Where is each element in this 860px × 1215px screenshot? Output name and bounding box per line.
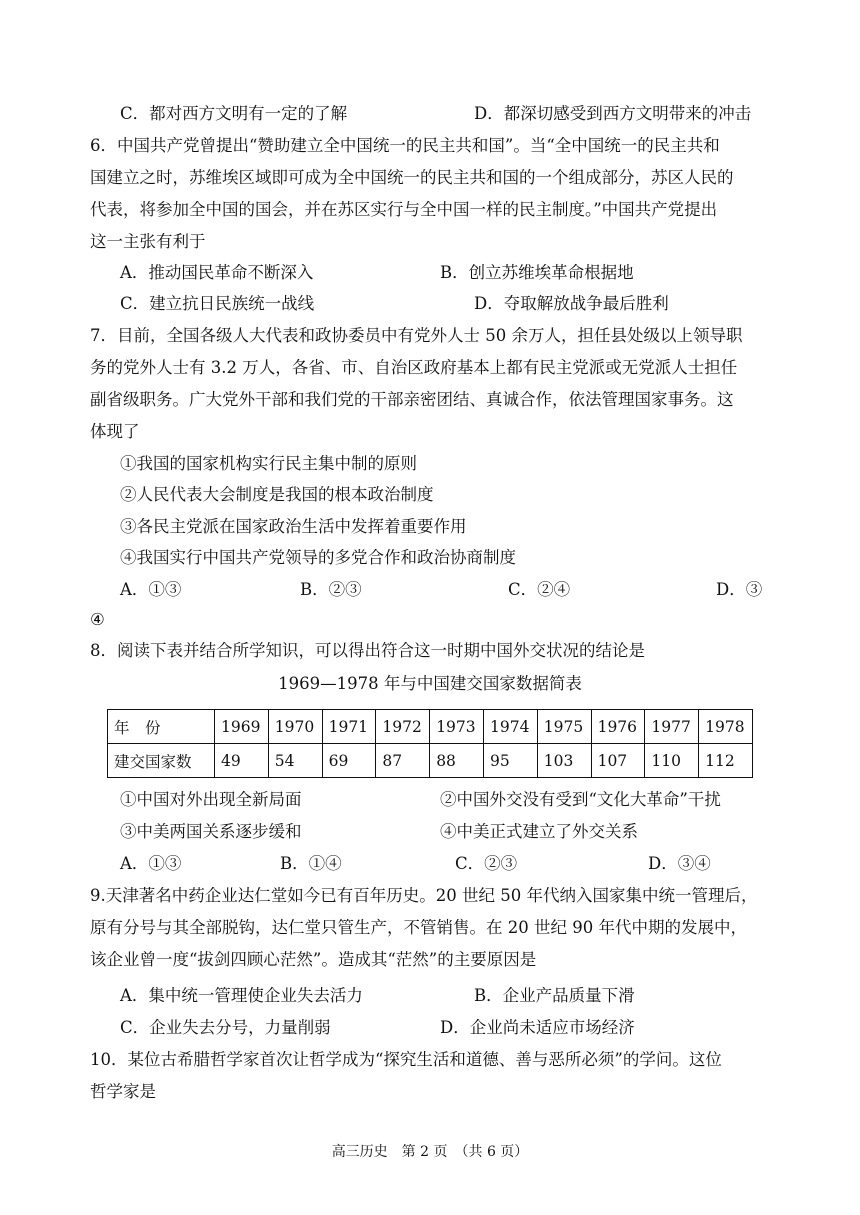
q7-option-c: C．②④ xyxy=(508,580,571,599)
count-cell: 54 xyxy=(268,744,322,778)
q9-option-a: A．集中统一管理使企业失去活力 xyxy=(120,986,363,1005)
count-row xyxy=(108,744,753,778)
q9-option-c: C．企业失去分号，力量削弱 xyxy=(120,1018,331,1037)
q7-stem-line-4: 体现了 xyxy=(90,422,140,441)
q9-option-b: B．企业产品质量下滑 xyxy=(474,986,635,1005)
q5-option-c: C．都对西方文明有一定的了解 xyxy=(120,104,348,123)
count-cell: 103 xyxy=(537,744,591,778)
q8-item-2: ②中国外交没有受到“文化大革命”干扰 xyxy=(440,790,721,809)
q7-stem-line-3: 副省级职务。广大党外干部和我们党的干部亲密团结、真诚合作，依法管理国家事务。这 xyxy=(90,390,734,409)
q10-stem-line-1: 10．某位古希腊哲学家首次让哲学成为“探究生活和道德、善与恶所必须”的学问。这位 xyxy=(90,1050,722,1069)
q6-option-d: D．夺取解放战争最后胜利 xyxy=(474,294,669,313)
q6-stem-line-3: 代表，将参加全中国的国会，并在苏区实行与全中国一样的民主制度。”中国共产党提出 xyxy=(90,200,718,219)
table-title: 1969—1978 年与中国建交国家数据简表 xyxy=(278,674,582,693)
q10-stem-line-2: 哲学家是 xyxy=(90,1082,156,1101)
diplomatic-relations-table xyxy=(107,709,753,778)
q8-item-4: ④中美正式建立了外交关系 xyxy=(440,822,638,841)
count-cell: 87 xyxy=(376,744,430,778)
count-cell: 49 xyxy=(215,744,269,778)
year-cell: 1971 xyxy=(322,710,376,744)
q6-option-c: C．建立抗日民族统一战线 xyxy=(120,294,315,313)
q7-item-3: ③各民主党派在国家政治生活中发挥着重要作用 xyxy=(120,517,467,536)
q6-stem-line-1: 6．中国共产党曾提出“赞助建立全中国统一的民主共和国”。当“全中国统一的民主共和 xyxy=(90,136,720,155)
q9-option-d: D．企业尚未适应市场经济 xyxy=(440,1018,635,1037)
page-footer: 高三历史 第 2 页 （共 6 页） xyxy=(331,1144,529,1160)
year-cell: 1973 xyxy=(430,710,484,744)
q8-option-b: B．①④ xyxy=(280,854,342,873)
year-cell: 1972 xyxy=(376,710,430,744)
year-cell: 1976 xyxy=(591,710,645,744)
q6-stem-line-2: 国建立之时，苏维埃区域即可成为全中国统一的民主共和国的一个组成部分，苏区人民的 xyxy=(90,168,734,187)
year-row xyxy=(108,710,753,744)
count-cell: 112 xyxy=(699,744,753,778)
year-cell: 1970 xyxy=(268,710,322,744)
q6-option-a: A．推动国民革命不断深入 xyxy=(120,263,314,282)
q7-option-a: A．①③ xyxy=(120,580,182,599)
q8-option-c: C．②③ xyxy=(455,854,518,873)
q8-stem: 8．阅读下表并结合所学知识，可以得出符合这一时期中国外交状况的结论是 xyxy=(90,641,645,660)
count-cell: 107 xyxy=(591,744,645,778)
year-cell: 1969 xyxy=(215,710,269,744)
q8-item-1: ①中国对外出现全新局面 xyxy=(120,790,302,809)
q8-option-a: A．①③ xyxy=(120,854,182,873)
q7-option-b: B．②③ xyxy=(300,580,362,599)
q9-stem-line-1: 9.天津著名中药企业达仁堂如今已有百年历史。20 世纪 50 年代纳入国家集中统一管理后， xyxy=(90,886,758,905)
count-cell: 69 xyxy=(322,744,376,778)
q7-stem-line-2: 务的党外人士有 3.2 万人，各省、市、自治区政府基本上都有民主党派或无党派人士担任 xyxy=(90,358,738,377)
q8-item-3: ③中美两国关系逐步缓和 xyxy=(120,822,302,841)
year-cell: 1977 xyxy=(645,710,699,744)
q5-option-d: D．都深切感受到西方文明带来的冲击 xyxy=(474,104,752,123)
q6-stem-line-4: 这一主张有利于 xyxy=(90,232,206,251)
count-cell: 88 xyxy=(430,744,484,778)
year-cell: 1975 xyxy=(537,710,591,744)
q7-stem-line-1: 7．目前，全国各级人大代表和政协委员中有党外人士 50 余万人，担任县处级以上领导职 xyxy=(90,326,743,345)
year-cell: 1978 xyxy=(699,710,753,744)
year-cell: 1974 xyxy=(483,710,537,744)
q7-item-1: ①我国的国家机构实行民主集中制的原则 xyxy=(120,454,417,473)
q7-item-2: ②人民代表大会制度是我国的根本政治制度 xyxy=(120,485,434,504)
q9-stem-line-2: 原有分号与其全部脱钩，达仁堂只管生产，不管销售。在 20 世纪 90 年代中期的发展中， xyxy=(90,918,747,937)
row-header-count: 建交国家数 xyxy=(108,744,215,778)
q9-stem-line-3: 该企业曾一度“拔剑四顾心茫然”。造成其“茫然”的主要原因是 xyxy=(90,950,537,969)
q7-option-d: D．③ xyxy=(716,580,763,599)
q8-option-d: D．③④ xyxy=(648,854,711,873)
count-cell: 95 xyxy=(483,744,537,778)
q7-option-d-wrap: ④ xyxy=(90,610,105,629)
count-cell: 110 xyxy=(645,744,699,778)
q7-item-4: ④我国实行中国共产党领导的多党合作和政治协商制度 xyxy=(120,548,516,567)
q6-option-b: B．创立苏维埃革命根据地 xyxy=(440,263,634,282)
row-header-year: 年 份 xyxy=(108,710,215,744)
